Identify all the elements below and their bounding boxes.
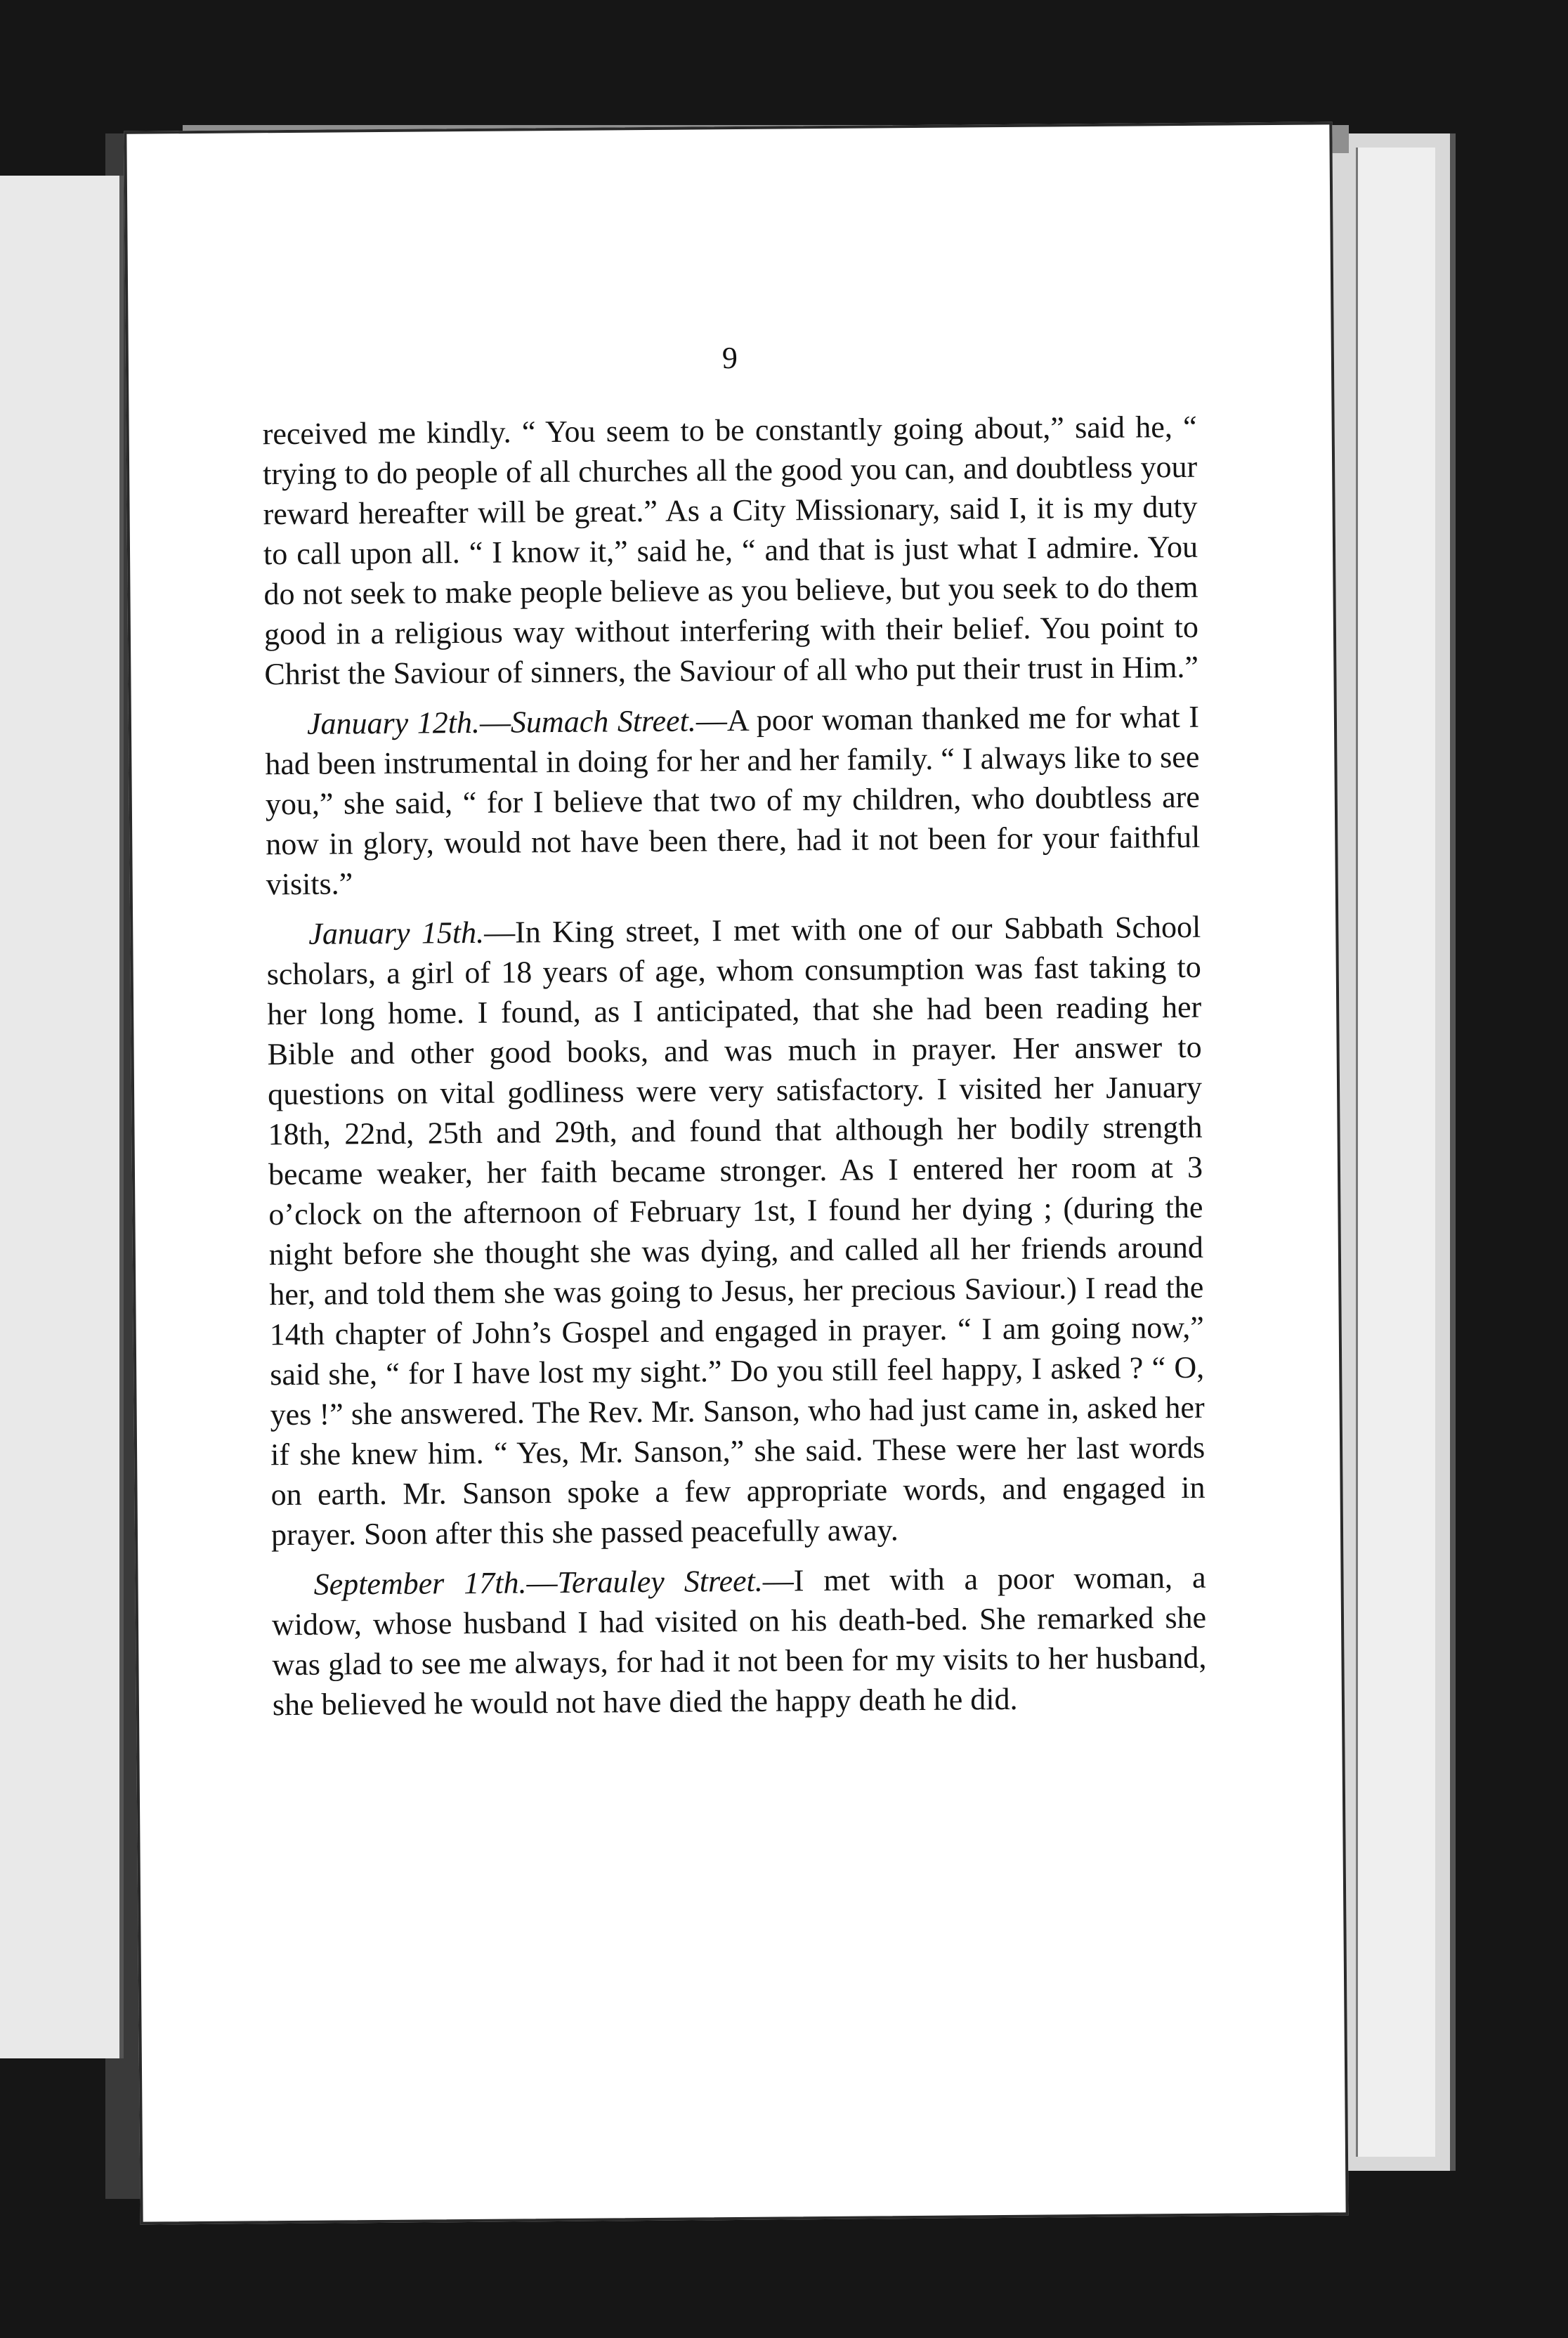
entry-dash: — bbox=[483, 915, 516, 950]
paragraph-text: I met with a poor woman, a widow, whose husband I had visited on his death-bed. She remarked she was glad to see me always, for had it not been for my visits to her husband, she believed he would not have died the happy death he did. bbox=[271, 1560, 1207, 1723]
page-number: 9 bbox=[721, 340, 738, 376]
paragraph-continuation bbox=[262, 407, 1198, 694]
paragraph-text: A poor woman thanked me for what I had been instrumental in doing for her and her family. “ I always like to see you,” she said, “ for I believe that two of my children, who doubtless are now in glory, would not have been there, had it not been for your faithful visits.” bbox=[265, 699, 1201, 902]
entry-dash: — bbox=[695, 703, 728, 738]
entry-street: Sumach Street. bbox=[510, 703, 697, 740]
paragraph-text: In King street, I met with one of our Sabbath School scholars, a girl of 18 years of age, whom consumption was fast taking to her long home. I found, as I anticipated, that she had been reading her Bible and other good books, and was much in prayer. Her answer to questions on vital godliness were very satisfactory. I visited her January 18th, 22nd, 25th and 29th, and found that although her bodily strength became weaker, her faith became stronger. As I entered her room at 3 o’clock on the afternoon of February 1st, I found her dying ; (during the night before she thought she was dying, and called all her friends around her, and told them she was going to Jesus, her precious Saviour.) I read the 14th chapter of John’s Gospel and engaged in prayer. “ I am going now,” said she, “ for I have lost my sight.” Do you still feel happy, I asked ? “ O, yes !” she answered. The Rev. Mr. Sanson, who had just came in, asked her if she knew him. “ Yes, Mr. Sanson,” she said. These were her last words on earth. Mr. Sanson spoke a few appropriate words, and engaged in prayer. Soon after this she passed peacefully away. bbox=[266, 909, 1206, 1553]
book-page bbox=[124, 122, 1348, 2224]
paragraph-entry-sep17 bbox=[271, 1557, 1207, 1725]
underlying-page-inner-edge bbox=[1356, 148, 1435, 2157]
facing-page-edge bbox=[0, 176, 124, 2058]
entry-date: September 17th. bbox=[313, 1565, 527, 1602]
entry-dash: — bbox=[762, 1563, 794, 1598]
entry-date: January 15th. bbox=[308, 915, 485, 951]
entry-street: Terauley Street. bbox=[557, 1563, 763, 1600]
paragraph-text: received me kindly. “ You seem to be constantly going about,” said he, “ trying to do people of all churches all the good you can, and doubtless your reward hereafter will be great.” As a City Missionary, said I, it is my duty to call upon all. “ I know it,” said he, “ and that is just what I admire. You do not seek to make people believe as you believe, but you seek to do them good in a religious way without interfering with their belief. You point to Christ the Saviour of sinners, the Saviour of all who put their trust in Him.” bbox=[262, 409, 1199, 692]
entry-date: January 12th. bbox=[306, 705, 481, 741]
entry-dash: — bbox=[526, 1565, 558, 1600]
paragraph-entry-jan15 bbox=[266, 907, 1206, 1555]
entry-dash: — bbox=[479, 705, 511, 740]
page-body bbox=[262, 407, 1207, 1735]
paragraph-entry-jan12 bbox=[265, 697, 1201, 904]
